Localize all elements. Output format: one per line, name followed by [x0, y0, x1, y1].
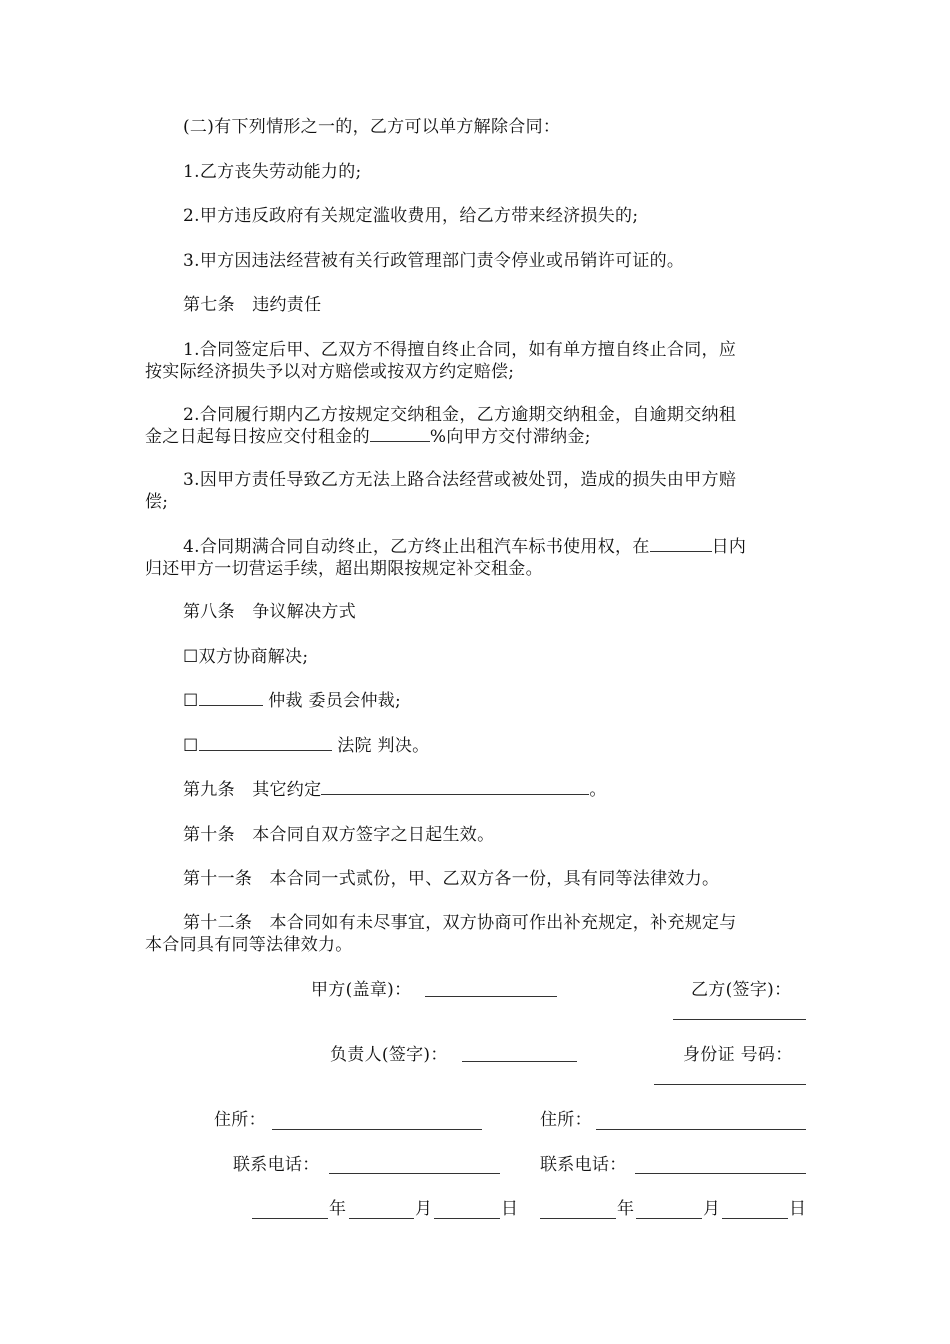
clause-6-2-heading: (二)有下列情形之一的，乙方可以单方解除合同： — [183, 117, 561, 137]
arbitration-text: 仲裁 委员会仲裁; — [262, 691, 402, 711]
clause-6-2-item-1: 1.乙方丧失劳动能力的; — [183, 162, 362, 182]
arbitration-checkbox[interactable]: ☐ — [183, 691, 199, 711]
clause-7-item-4-line-1 — [145, 536, 807, 558]
address-b-label: 住所： — [540, 1110, 592, 1130]
party-a-seal-line[interactable] — [425, 996, 557, 997]
court-checkbox[interactable]: ☐ — [183, 736, 199, 756]
date-a-day-label: 日 — [501, 1199, 519, 1219]
clause-7-item-4-line-2: 归还甲方一切营运手续，超出期限按规定补交租金。 — [145, 559, 543, 579]
return-days-blank[interactable] — [650, 537, 712, 552]
clause-7-item-2-line-2 — [145, 426, 807, 448]
person-in-charge-label: 负责人(签字)： — [330, 1045, 448, 1065]
clause-7-item-4 — [145, 536, 807, 580]
phone-b-label: 联系电话： — [540, 1155, 627, 1175]
date-b-day-line[interactable] — [722, 1218, 788, 1219]
clause-7-item-4-line-1b: 日内 — [711, 537, 747, 557]
date-a-year-line[interactable] — [252, 1218, 328, 1219]
clause-7-item-3-line-1: 3.因甲方责任导致乙方无法上路合法经营或被处罚，造成的损失由甲方赔 — [183, 470, 737, 490]
id-number-label: 身份证 号码： — [683, 1045, 793, 1065]
clause-12-line-2: 本合同具有同等法律效力。 — [145, 935, 353, 955]
clause-9-label: 第九条 其它约定 — [183, 780, 322, 800]
phone-a-label: 联系电话： — [233, 1155, 320, 1175]
clause-9 — [145, 779, 845, 801]
date-a-month-line[interactable] — [349, 1218, 414, 1219]
party-b-sign-label: 乙方(签字)： — [691, 980, 792, 1000]
clause-7-item-1 — [145, 339, 807, 383]
clause-7-item-2-line-1: 2.合同履行期内乙方按规定交纳租金，乙方逾期交纳租金，自逾期交纳租 — [183, 405, 737, 425]
address-a-label: 住所： — [214, 1110, 266, 1130]
address-a-line[interactable] — [272, 1129, 482, 1130]
date-a-month-label: 月 — [415, 1199, 433, 1219]
arbitration-name-blank[interactable] — [199, 691, 263, 706]
clause-8-title: 第八条 争议解决方式 — [183, 602, 356, 622]
clause-7-item-1-line-2: 按实际经济损失予以对方赔偿或按双方约定赔偿; — [145, 362, 515, 382]
clause-9-end: 。 — [589, 780, 607, 800]
clause-7-item-3-line-2: 偿; — [145, 492, 169, 512]
clause-12-line-1: 第十二条 本合同如有未尽事宜，双方协商可作出补充规定，补充规定与 — [183, 913, 737, 933]
clause-6-2-item-3: 3.甲方因违法经营被有关行政管理部门责令停业或吊销许可证的。 — [183, 251, 685, 271]
date-b-year-label: 年 — [617, 1199, 635, 1219]
clause-7-item-1-line-1: 1.合同签定后甲、乙双方不得擅自终止合同，如有单方擅自终止合同，应 — [183, 340, 737, 360]
date-b-year-line[interactable] — [540, 1218, 616, 1219]
court-text: 法院 判决。 — [331, 736, 430, 756]
clause-12 — [145, 912, 807, 956]
party-b-sign-line[interactable] — [673, 1019, 806, 1020]
clause-8-option-negotiation: ☐双方协商解决; — [183, 647, 309, 667]
clause-8-option-arbitration — [145, 690, 845, 712]
clause-11: 第十一条 本合同一式贰份，甲、乙双方各一份，具有同等法律效力。 — [183, 869, 720, 889]
late-fee-rate-blank[interactable] — [370, 427, 430, 442]
clause-8-option-court — [145, 735, 845, 757]
clause-7-item-2 — [145, 404, 807, 448]
person-in-charge-line[interactable] — [462, 1061, 577, 1062]
date-a-day-line[interactable] — [434, 1218, 500, 1219]
address-b-line[interactable] — [596, 1129, 806, 1130]
clause-6-2-item-2: 2.甲方违反政府有关规定滥收费用，给乙方带来经济损失的; — [183, 206, 639, 226]
clause-7-item-3 — [145, 469, 807, 513]
clause-10: 第十条 本合同自双方签字之日起生效。 — [183, 825, 495, 845]
date-b-day-label: 日 — [789, 1199, 807, 1219]
phone-a-line[interactable] — [329, 1173, 500, 1174]
court-name-blank[interactable] — [199, 736, 332, 751]
date-b-month-label: 月 — [703, 1199, 721, 1219]
id-number-line[interactable] — [654, 1084, 806, 1085]
party-a-seal-label: 甲方(盖章)： — [311, 980, 412, 1000]
clause-7-title: 第七条 违约责任 — [183, 295, 322, 315]
clause-7-item-2-line-2a: 金之日起每日按应交付租金的 — [145, 427, 370, 447]
date-b-month-line[interactable] — [636, 1218, 702, 1219]
phone-b-line[interactable] — [635, 1173, 806, 1174]
date-a-year-label: 年 — [329, 1199, 347, 1219]
clause-7-item-4-line-1a: 4.合同期满合同自动终止，乙方终止出租汽车标书使用权，在 — [183, 537, 650, 557]
clause-7-item-2-line-2b: %向甲方交付滞纳金; — [429, 427, 591, 447]
other-agreement-blank[interactable] — [321, 780, 589, 795]
